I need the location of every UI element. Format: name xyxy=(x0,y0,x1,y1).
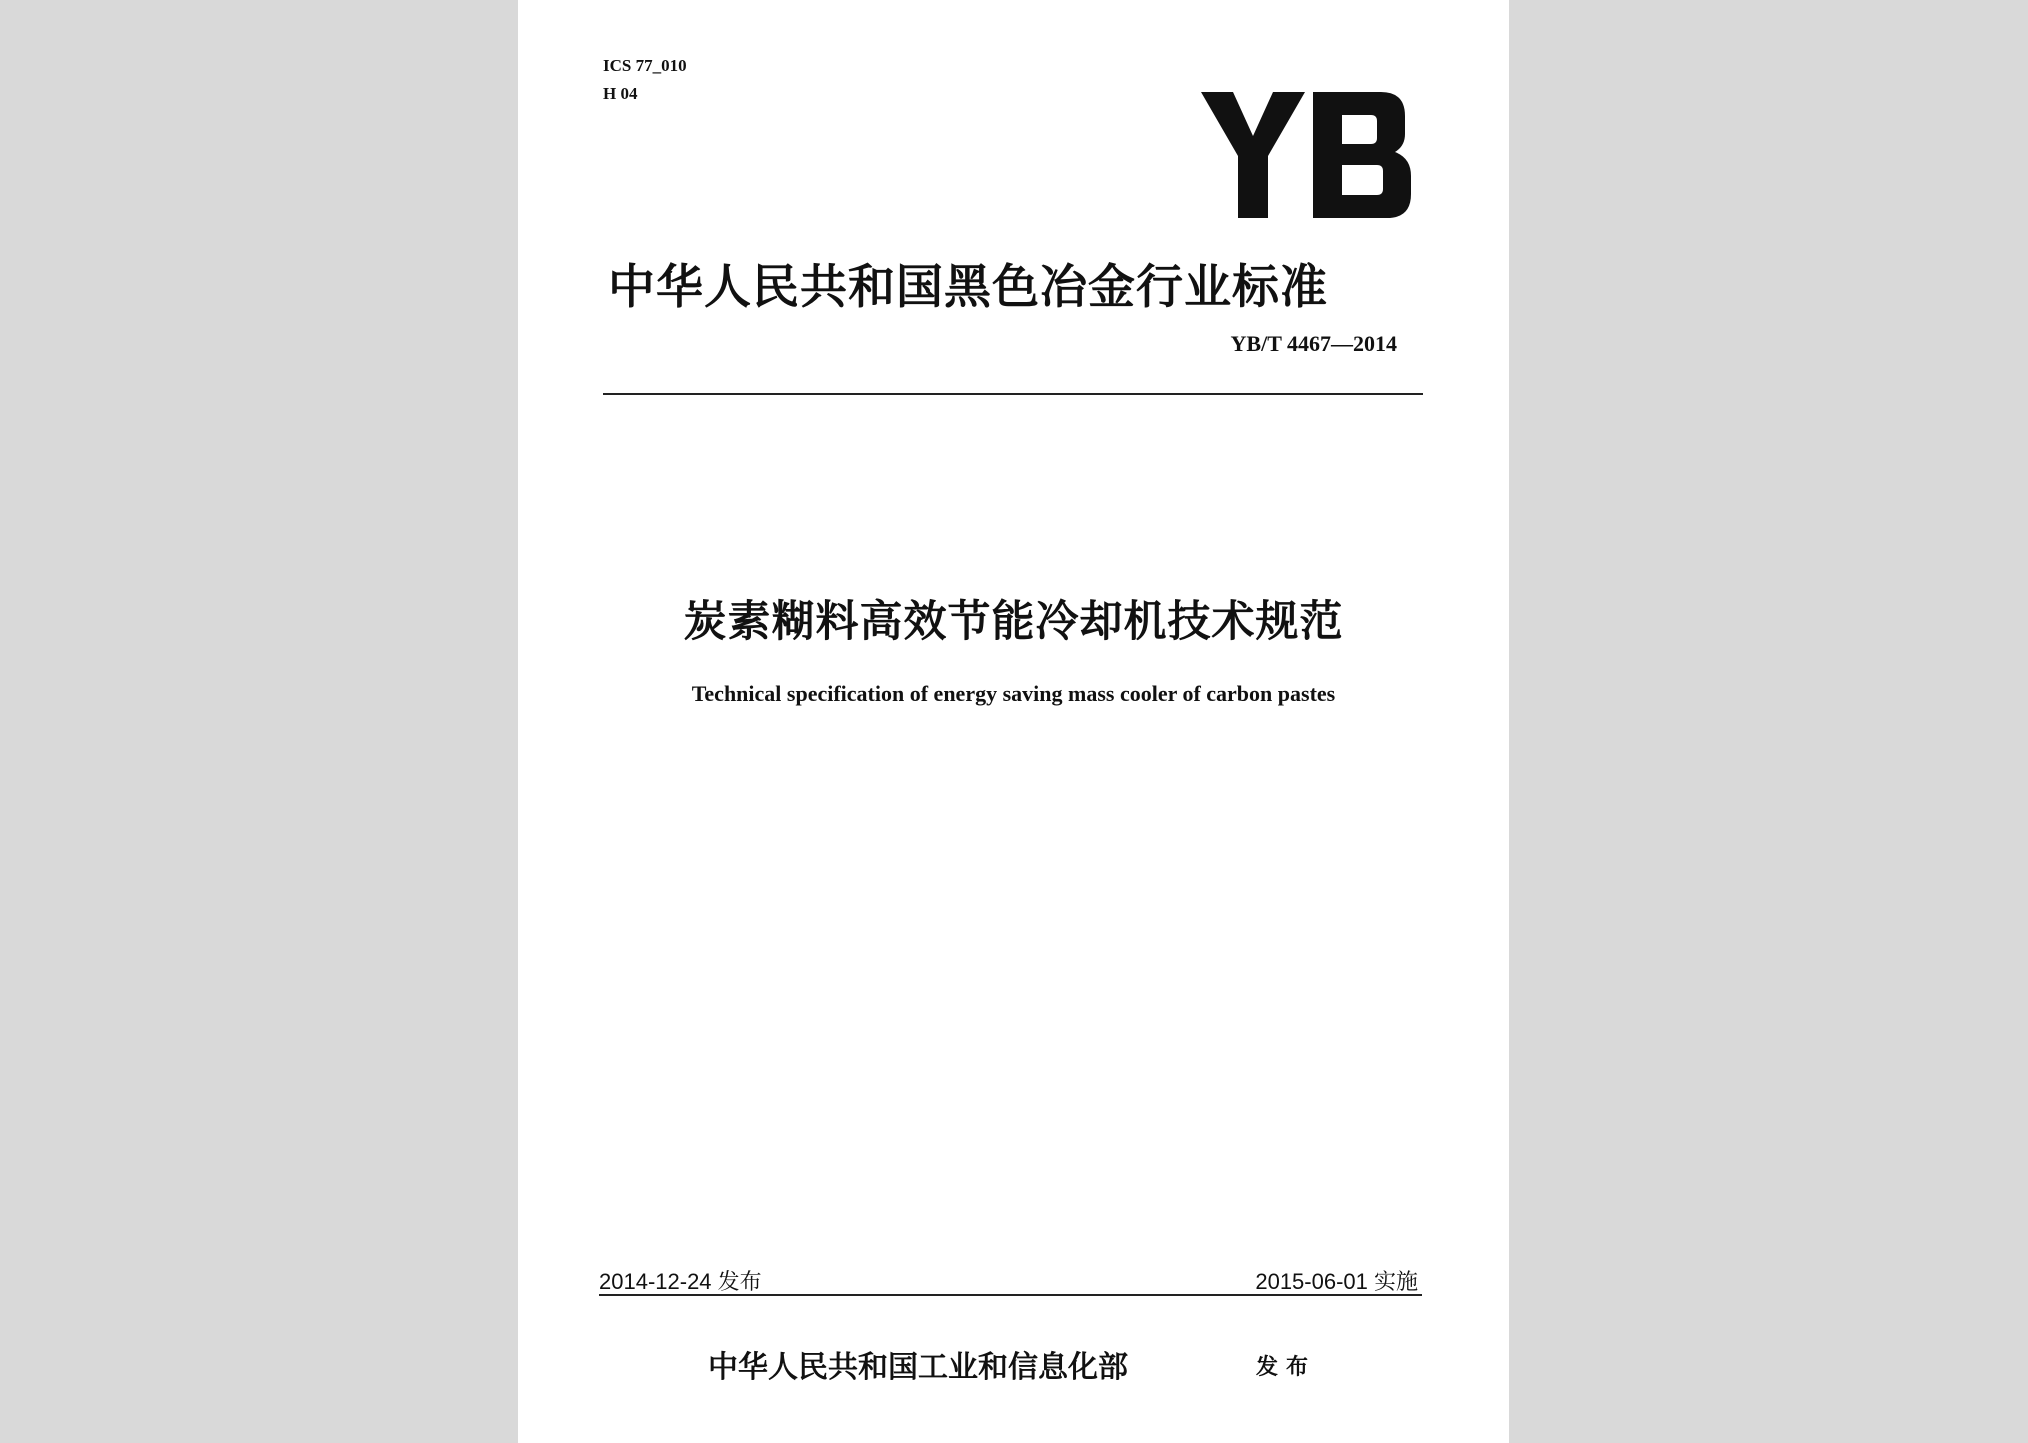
implementation-date: 2015-06-01 实施 xyxy=(1255,1269,1418,1294)
document-page xyxy=(518,0,1509,1443)
ics-code: ICS 77_010 xyxy=(603,56,687,75)
standard-number: YB/T 4467—2014 xyxy=(1230,331,1397,356)
footer-divider xyxy=(599,1294,1422,1296)
document-title-english: Technical specification of energy saving mass cooler of carbon pastes xyxy=(691,681,1336,706)
yb-logo-letter-b xyxy=(1313,92,1411,218)
document-title-chinese: 炭素糊料高效节能冷却机技术规范 xyxy=(683,597,1344,647)
publisher-name: 中华人民共和国工业和信息化部 xyxy=(708,1350,1128,1385)
publish-label: 发布 xyxy=(1256,1354,1317,1380)
yb-logo-letter-y xyxy=(1201,92,1305,218)
ccs-code: H 04 xyxy=(603,84,638,103)
issuing-body-title: 中华人民共和国黑色冶金行业标准 xyxy=(608,260,1328,315)
header-divider xyxy=(603,393,1423,395)
yb-logo xyxy=(1201,92,1413,218)
issue-date: 2014-12-24 发布 xyxy=(599,1269,762,1294)
